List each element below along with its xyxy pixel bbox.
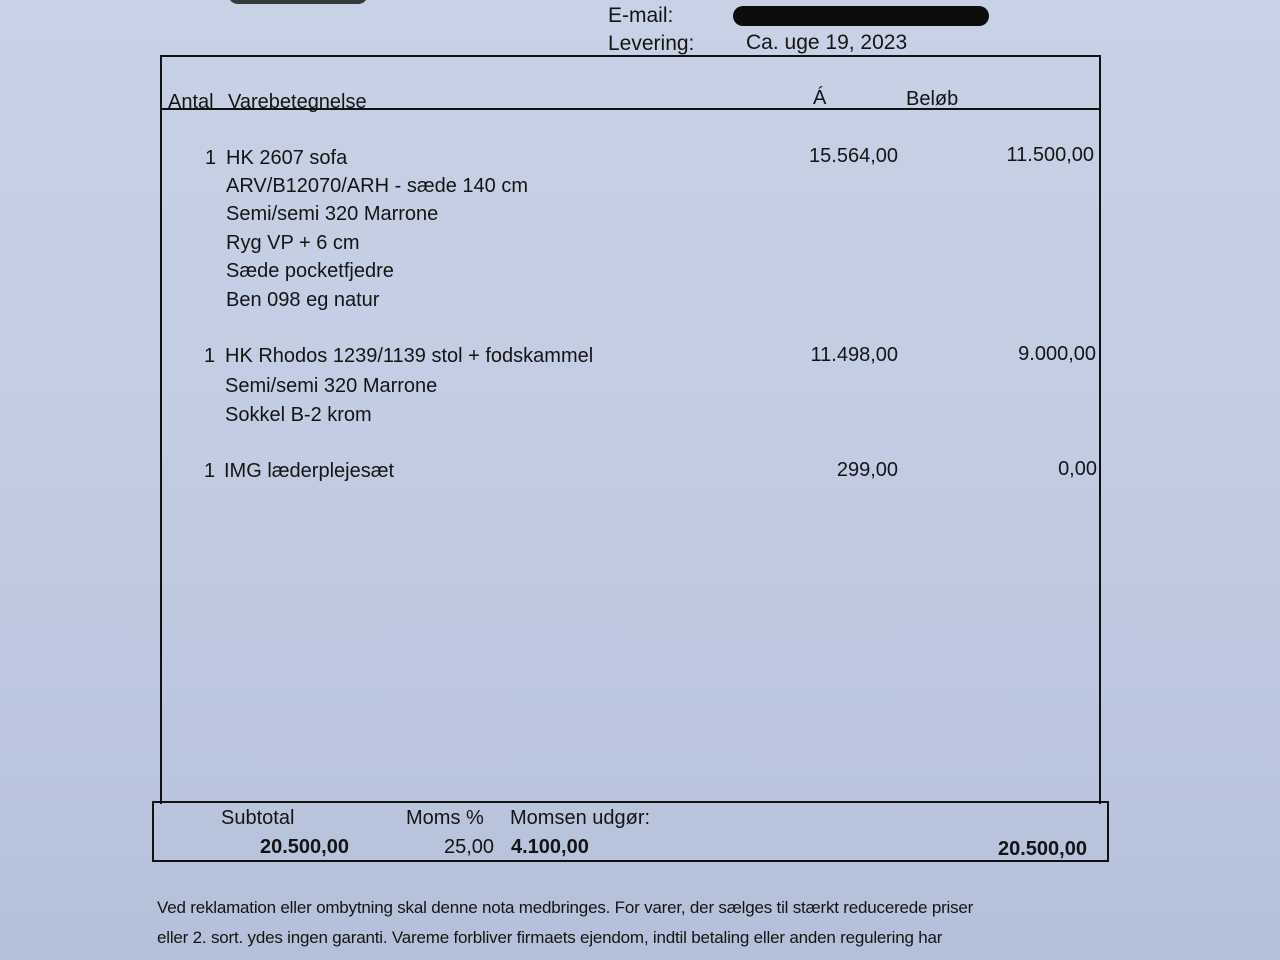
- item-qty: 1: [204, 345, 216, 367]
- item-line: Ben 098 eg natur: [226, 289, 380, 311]
- column-description: Varebetegnelse: [228, 91, 367, 113]
- item-line: IMG læderplejesæt: [224, 460, 395, 482]
- item-qty: 1: [204, 460, 216, 482]
- item-line: Sokkel B-2 krom: [225, 404, 372, 426]
- redacted-email: [733, 6, 989, 26]
- item-line: HK 2607 sofa: [226, 147, 348, 169]
- item-unit-price: 15.564,00: [809, 145, 898, 167]
- item-qty: 1: [205, 147, 217, 169]
- vat-percent-label: Moms %: [406, 807, 484, 829]
- item-amount: 11.500,00: [1006, 144, 1094, 166]
- subtotal-label: Subtotal: [221, 807, 295, 829]
- vat-amount-value: 4.100,00: [511, 836, 589, 858]
- column-amount: Beløb: [906, 88, 959, 110]
- item-unit-price: 11.498,00: [810, 344, 898, 366]
- column-qty: Antal: [168, 91, 214, 113]
- cropped-logo-remnant: [228, 0, 368, 4]
- item-line: Ryg VP + 6 cm: [226, 232, 360, 254]
- item-line: Semi/semi 320 Marrone: [225, 375, 438, 397]
- item-amount: 0,00: [1058, 458, 1097, 480]
- item-line: Semi/semi 320 Marrone: [226, 203, 439, 225]
- terms-line: Ved reklamation eller ombytning skal denne nota medbringes. For varer, der sælges til stærkt reducerede priser: [157, 898, 974, 917]
- email-label: E-mail:: [608, 4, 674, 27]
- item-line: Sæde pocketfjedre: [226, 260, 394, 282]
- column-unit-price: Á: [813, 87, 827, 109]
- subtotal-value: 20.500,00: [260, 836, 349, 858]
- delivery-value: Ca. uge 19, 2023: [746, 31, 908, 54]
- delivery-label: Levering:: [608, 32, 695, 55]
- vat-amount-label: Momsen udgør:: [510, 807, 651, 829]
- grand-total: 20.500,00: [998, 838, 1087, 860]
- item-amount: 9.000,00: [1018, 343, 1096, 365]
- item-unit-price: 299,00: [836, 459, 898, 481]
- item-line: HK Rhodos 1239/1139 stol + fodskammel: [225, 345, 594, 367]
- vat-percent-value: 25,00: [444, 836, 495, 858]
- item-line: ARV/B12070/ARH - sæde 140 cm: [226, 175, 529, 197]
- terms-line: eller 2. sort. ydes ingen garanti. Vareme forbliver firmaets ejendom, indtil betaling eller anden regulering har: [157, 928, 943, 947]
